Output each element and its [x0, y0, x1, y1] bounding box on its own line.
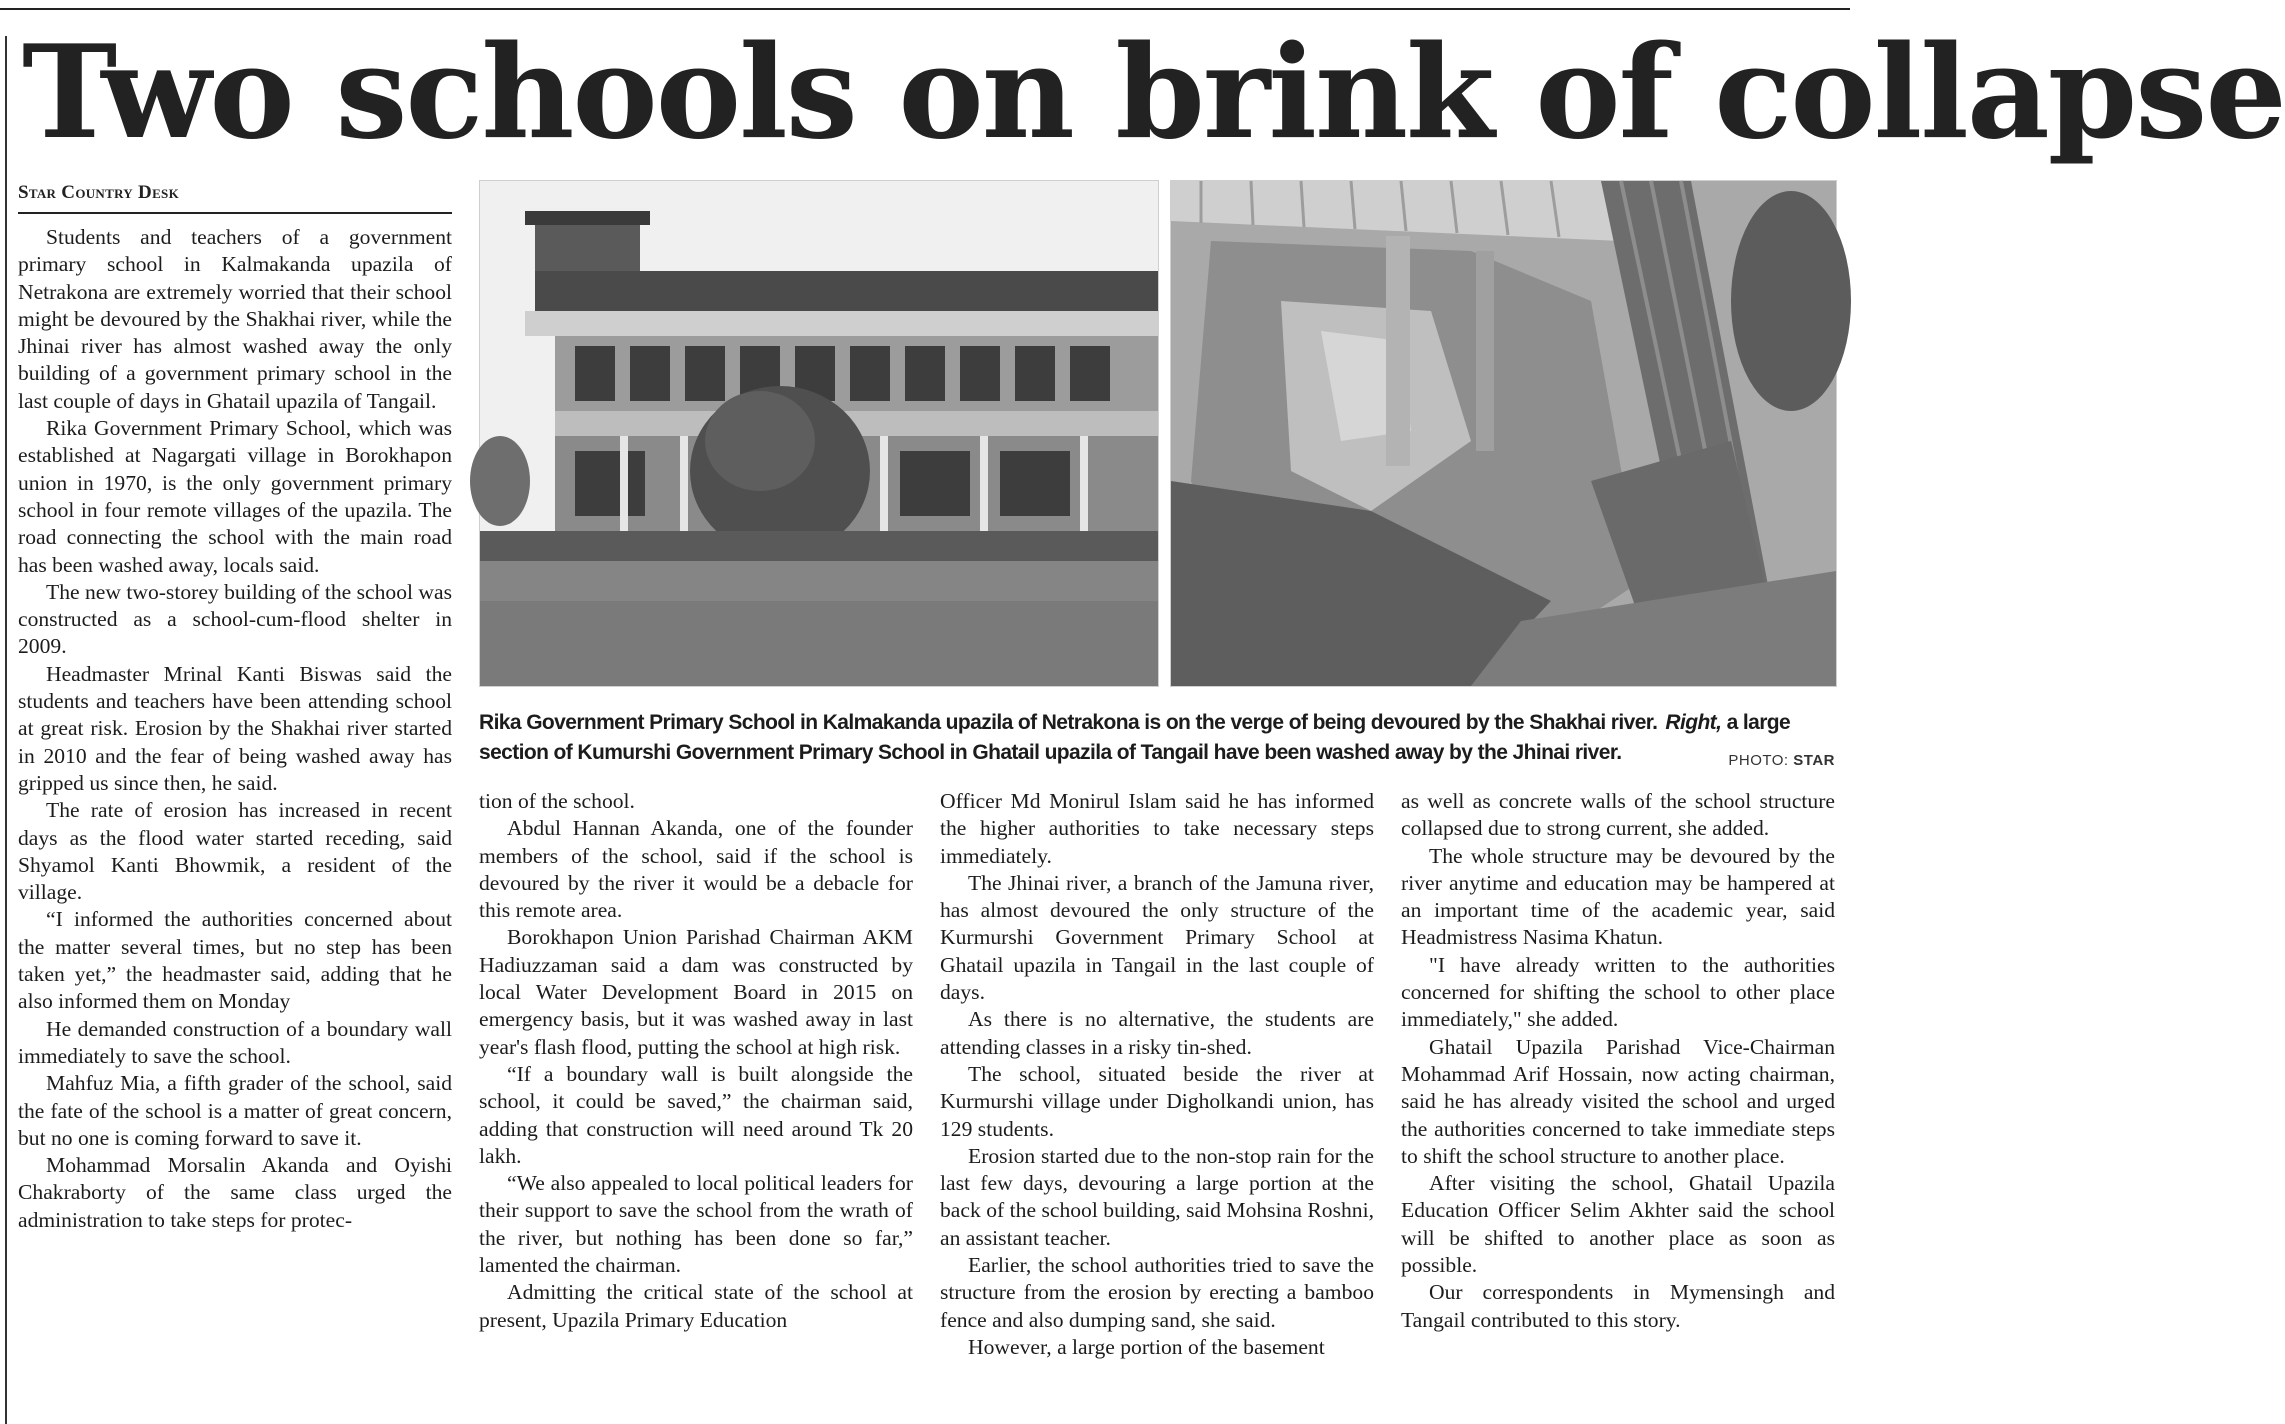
paragraph: The rate of erosion has increased in recent days as the flood water started receding, said Shyamol Kanti Bhowmik, a resident of the village. [18, 798, 452, 905]
caption-right-word: Right, [1665, 711, 1722, 734]
paragraph: However, a large portion of the basement [968, 1334, 1325, 1359]
photo-rika-school [479, 180, 1159, 687]
credit-name: STAR [1793, 752, 1835, 769]
paragraph: Earlier, the school authorities tried to save the structure from the erosion by erecting a bamboo fence and also dumping sand, she said. [940, 1253, 1374, 1332]
paragraph: The new two-storey building of the school was constructed as a school-cum-flood shelter in 2009. [18, 579, 453, 659]
top-rule [0, 8, 1850, 10]
caption-rest: a large section of Kumurshi Government Primary School in Ghatail upazila of Tangail have been washed away by the Jhinai river. [479, 711, 1791, 764]
paragraph: Admitting the critical state of the school at present, Upazila Primary Education [479, 1280, 913, 1332]
paragraph: Mohammad Morsalin Akanda and Oyishi Chakraborty of the same class urged the administration to take steps for protec- [18, 1153, 452, 1232]
paragraph: tion of the school. [479, 789, 635, 813]
paragraph: He demanded construction of a boundary wall immediately to save the school. [18, 1016, 452, 1068]
left-rule [5, 36, 7, 1424]
column-3 [940, 788, 1374, 1424]
photo-credit [1725, 752, 1835, 769]
paragraph: Erosion started due to the non-stop rain for the last few days, devouring a large portion at the back of the school building, said Mohsina Roshni, an assistant teacher. [940, 1143, 1374, 1250]
paragraph: “If a boundary wall is built alongside the school, it could be saved,” the chairman said, adding that construction will need around Tk 20 lakh. [479, 1061, 913, 1168]
paragraph: Mahfuz Mia, a fifth grader of the school, said the fate of the school is a matter of great concern, but no one is coming forward to save it. [18, 1071, 452, 1150]
paragraph: The Jhinai river, a branch of the Jamuna river, has almost devoured the only structure of the Kurmurshi Government Primary School at Ghatail upazila in Tangail in the last couple of days. [940, 870, 1374, 1005]
paragraph: Ghatail Upazila Parishad Vice-Chairman Mohammad Arif Hossain, now acting chairman, said he has already visited the school and urged the authorities concerned to take immediate steps to shift the school structure to another place. [1401, 1034, 1835, 1168]
column-1 [18, 224, 452, 1424]
paragraph: “We also appealed to local political leaders for their support to save the school from the wrath of the river, but nothing has been done so far,” lamented the chairman. [479, 1171, 913, 1278]
column-4 [1401, 788, 1835, 1424]
photo-caption [479, 708, 1835, 768]
paragraph: Officer Md Monirul Islam said he has informed the higher authorities to take necessary steps immediately. [940, 789, 1374, 868]
paragraph: Students and teachers of a government primary school in Kalmakanda upazila of Netrakona are extremely worried that their school might be devoured by the Shakhai river, while the Jhinai river has almost washed away the only building of a government primary school in the last couple of days in Ghatail upazila of Tangail. [18, 225, 452, 413]
paragraph: The school, situated beside the river at Kurmurshi village under Digholkandi union, has 129 students. [940, 1061, 1374, 1141]
paragraph: Our correspondents in Mymensingh and Tangail contributed to this story. [1401, 1280, 1835, 1332]
paragraph: Rika Government Primary School, which was established at Nagargati village in Borokhapon union in 1970, is the only government primary school in four remote villages of the upazila. The road connecting the school with the main road has been washed away, locals said. [18, 416, 452, 577]
byline: Star Country Desk [18, 182, 452, 214]
paragraph: As there is no alternative, the students are attending classes in a risky tin-shed. [940, 1007, 1374, 1059]
column-2 [479, 788, 913, 1424]
paragraph: as well as concrete walls of the school structure collapsed due to strong current, she added. [1401, 789, 1835, 841]
photo-kumurshi-school [1170, 180, 1837, 687]
paragraph: "I have already written to the authorities concerned for shifting the school to other place immediately," she added. [1401, 952, 1835, 1032]
paragraph: Borokhapon Union Parishad Chairman AKM Hadiuzzaman said a dam was constructed by local Water Development Board in 2015 on emergency basis, but it was washed away in last year's flash flood, putting the school at high risk. [479, 925, 913, 1059]
paragraph: Abdul Hannan Akanda, one of the founder members of the school, said if the school is devoured by the river it would be a debacle for this remote area. [479, 816, 913, 923]
paragraph: The whole structure may be devoured by the river anytime and education may be hampered at an important time of the academic year, said Headmistress Nasima Khatun. [1401, 843, 1835, 950]
paragraph: “I informed the authorities concerned about the matter several times, but no step has been taken yet,” the headmaster said, adding that he also informed them on Monday [18, 907, 452, 1014]
credit-label: PHOTO: [1728, 752, 1789, 769]
paragraph: After visiting the school, Ghatail Upazila Education Officer Selim Akhter said the school will be shifted to another place as soon as possible. [1401, 1171, 1835, 1278]
caption-main: Rika Government Primary School in Kalmakanda upazila of Netrakona is on the verge of being devoured by the Shakhai river. [479, 711, 1658, 734]
paragraph: Headmaster Mrinal Kanti Biswas said the students and teachers have been attending school at great risk. Erosion by the Shakhai river started in 2010 and the fear of being washed away has gripped us since then, he said. [18, 661, 452, 795]
headline: Two schools on brink of collapse [22, 18, 2285, 168]
